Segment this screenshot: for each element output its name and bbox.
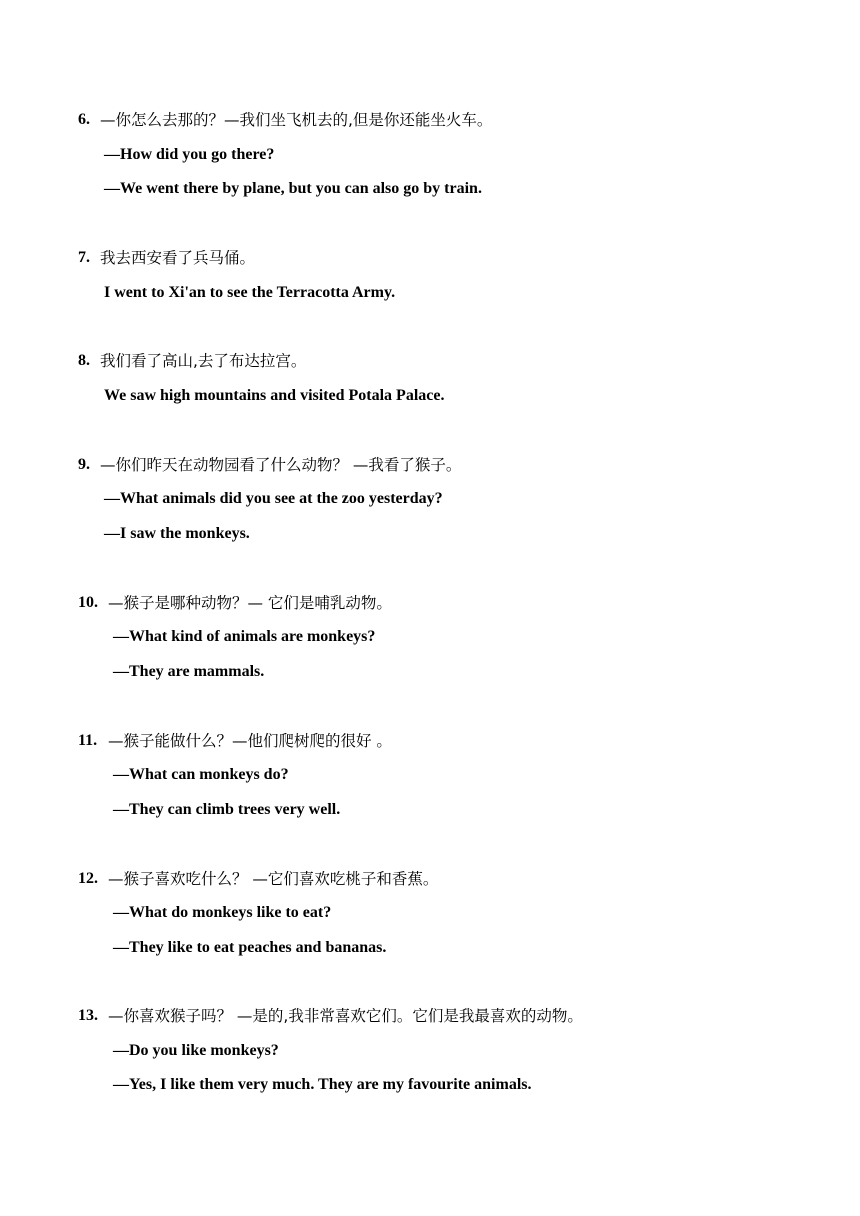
english-sentence: —They like to eat peaches and bananas. (113, 939, 387, 956)
chinese-sentence: —猴子能做什么？—他们爬树爬的很好 。 (108, 732, 392, 750)
chinese-sentence: 我去西安看了兵马俑。 (100, 249, 256, 267)
english-sentence: —I saw the monkeys. (104, 525, 250, 542)
english-sentence: —What animals did you see at the zoo yesterday? (104, 490, 443, 507)
chinese-sentence: —猴子是哪种动物？— 它们是哺乳动物。 (108, 594, 392, 612)
item-number: 10. (78, 594, 98, 611)
english-sentence: I went to Xi'an to see the Terracotta Army. (104, 284, 396, 301)
item-number: 13. (78, 1007, 98, 1024)
item-number: 8. (78, 352, 90, 369)
chinese-sentence: —你怎么去那的？—我们坐飞机去的,但是你还能坐火车。 (100, 111, 493, 129)
item-number: 7. (78, 249, 90, 266)
item-number: 12. (78, 870, 98, 887)
chinese-sentence: —猴子喜欢吃什么？ —它们喜欢吃桃子和香蕉。 (108, 870, 439, 888)
english-sentence: —We went there by plane, but you can also go by train. (104, 180, 482, 197)
english-sentence: —What kind of animals are monkeys? (113, 628, 376, 645)
english-sentence: —They can climb trees very well. (113, 801, 341, 818)
english-sentence: —What do monkeys like to eat? (113, 904, 332, 921)
english-sentence: —Yes, I like them very much. They are my favourite animals. (113, 1076, 532, 1093)
english-sentence: —Do you like monkeys? (113, 1042, 279, 1059)
chinese-sentence: —你喜欢猴子吗？ —是的,我非常喜欢它们。它们是我最喜欢的动物。 (108, 1007, 583, 1025)
english-sentence: —How did you go there? (104, 146, 275, 163)
item-number: 9. (78, 456, 90, 473)
english-sentence: We saw high mountains and visited Potala Palace. (104, 387, 445, 404)
item-number: 11. (78, 732, 98, 749)
chinese-sentence: —你们昨天在动物园看了什么动物？ —我看了猴子。 (100, 456, 462, 474)
english-sentence: —They are mammals. (113, 663, 265, 680)
english-sentence: —What can monkeys do? (113, 766, 289, 783)
item-number: 6. (78, 111, 90, 128)
chinese-sentence: 我们看了高山,去了布达拉宫。 (100, 352, 307, 370)
